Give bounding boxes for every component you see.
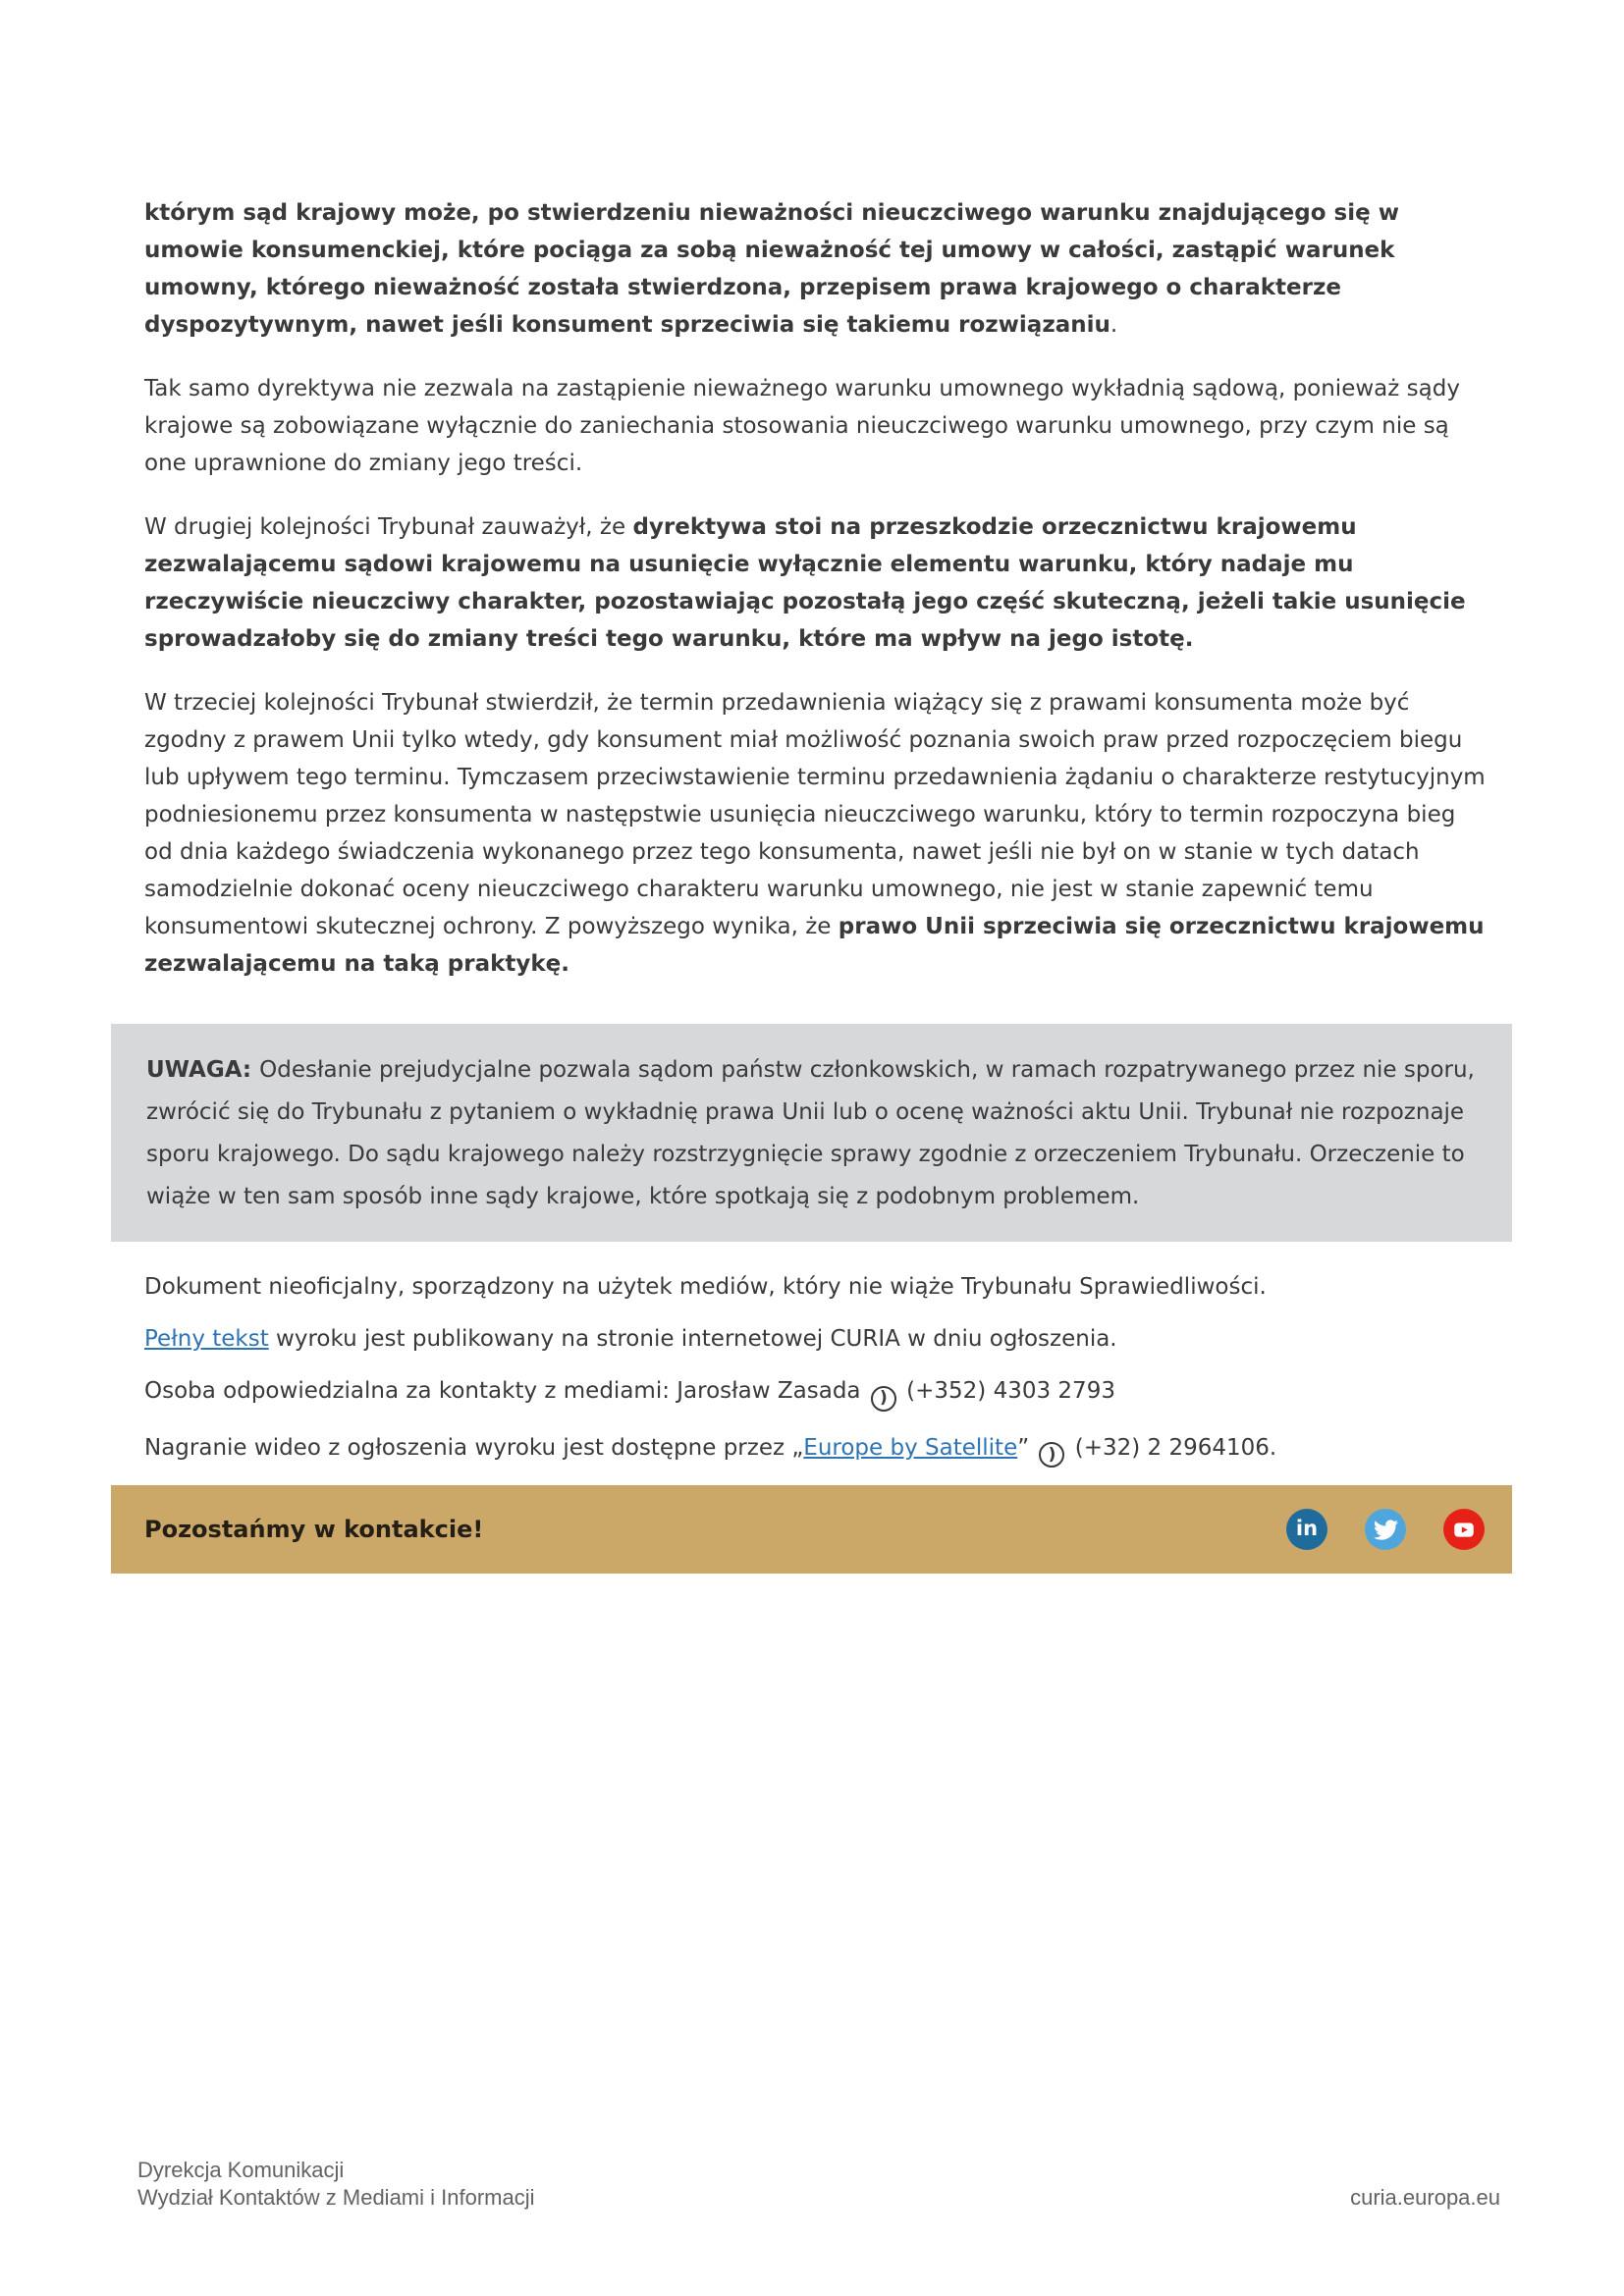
youtube-icon[interactable] — [1443, 1509, 1485, 1550]
note-text: UWAGA: Odesłanie prejudycjalne pozwala sądom państw członkowskich, w ramach rozpatrywanego przez nie sporu, zwrócić się do Trybunału z pytaniem o wykładnię prawa Unii lub o ocenę ważności aktu Unii. Trybunał nie rozpoznaje sporu krajowego. Do sądu krajowego należy rozstrzygnięcie sprawy zgodnie z orzeczeniem Trybunału. Orzeczenie to wiąże w ten sam sposób inne sądy krajowe, które spotkają się z podobnym problemem. — [146, 1057, 1475, 1209]
phone-icon: ) — [871, 1386, 896, 1412]
info-press-contact: Osoba odpowiedzialna za kontakty z mediami: Jarosław Zasada ) (+352) 4303 2793 — [144, 1376, 1488, 1412]
info-video-recording: Nagranie wideo z ogłoszenia wyroku jest dostępne przez „Europe by Satellite” ) (+32) 2 2964106. — [144, 1433, 1488, 1468]
twitter-bird-glyph — [1374, 1518, 1398, 1542]
twitter-icon[interactable] — [1365, 1509, 1406, 1550]
footer-unit: Wydział Kontaktów z Mediami i Informacji — [137, 2185, 535, 2210]
stay-in-touch-banner — [111, 1485, 1512, 1574]
main-text — [144, 194, 1488, 1009]
phone-icon: ) — [1039, 1442, 1064, 1468]
info-unofficial-document: Dokument nieoficjalny, sporządzony na użytek mediów, który nie wiąże Trybunału Sprawiedliwości. — [144, 1274, 1267, 1300]
info-full-text: Pełny tekst wyroku jest publikowany na stronie internetowej CURIA w dniu ogłoszenia. — [144, 1326, 1117, 1352]
footer-department — [137, 2157, 535, 2212]
social-icons — [1286, 1509, 1485, 1550]
footer-directorate: Dyrekcja Komunikacji — [137, 2158, 345, 2182]
linkedin-icon[interactable]: in — [1286, 1509, 1327, 1550]
paragraph-ruling-1: którym sąd krajowy może, po stwierdzeniu nieważności nieuczciwego warunku znajdującego się w umowie konsumenckiej, które pociąga za sobą nieważność tej umowy w całości, zastąpić warunek umowny, którego nieważność została stwierdzona, przepisem prawa krajowego o charakterze dyspozytywnym, nawet jeśli konsument sprzeciwia się takiemu rozwiązaniu. — [144, 200, 1399, 338]
paragraph-ruling-4: W trzeciej kolejności Trybunał stwierdził, że termin przedawnienia wiążący się z prawami konsumenta może być zgodny z prawem Unii tylko wtedy, gdy konsument miał możliwość poznania swoich praw przed rozpoczęciem biegu lub upływem tego terminu. Tymczasem przeciwstawienie terminu przedawnienia żądaniu o charakterze restytucyjnym podniesionemu przez konsumenta w następstwie usunięcia nieuczciwego warunku, który to termin rozpoczyna bieg od dnia każdego świadczenia wykonanego przez tego konsumenta, nawet jeśli nie był on w stanie w tych datach samodzielnie dokonać oceny nieuczciwego charakteru warunku umownego, nie jest w stanie zapewnić temu konsumentowi skutecznej ochrony. Z powyższego wynika, że prawo Unii sprzeciwia się orzecznictwu krajowemu zezwalającemu na taką praktykę. — [144, 690, 1486, 977]
note-box — [111, 1024, 1512, 1242]
page-footer — [137, 2157, 1500, 2212]
footer-website: curia.europa.eu — [1350, 2185, 1500, 2210]
paragraph-ruling-2: Tak samo dyrektywa nie zezwala na zastąpienie nieważnego warunku umownego wykładnią sądową, ponieważ sądy krajowe są zobowiązane wyłącznie do zaniechania stosowania nieuczciwego warunku umownego, przy czym nie są one uprawnione do zmiany jego treści. — [144, 376, 1460, 476]
europe-by-satellite-link[interactable]: Europe by Satellite — [803, 1434, 1018, 1461]
info-section — [144, 1272, 1488, 1489]
pelny-tekst-link[interactable]: Pełny tekst — [144, 1326, 269, 1352]
banner-label: Pozostańmy w kontakcie! — [144, 1516, 484, 1543]
youtube-play-glyph — [1451, 1517, 1477, 1542]
paragraph-ruling-3: W drugiej kolejności Trybunał zauważył, że dyrektywa stoi na przeszkodzie orzecznictwu krajowemu zezwalającemu sądowi krajowemu na usunięcie wyłącznie elementu warunku, który nadaje mu rzeczywiście nieuczciwy charakter, pozostawiając pozostałą jego część skuteczną, jeżeli takie usunięcie sprowadzałoby się do zmiany treści tego warunku, które ma wpływ na jego istotę. — [144, 514, 1466, 652]
